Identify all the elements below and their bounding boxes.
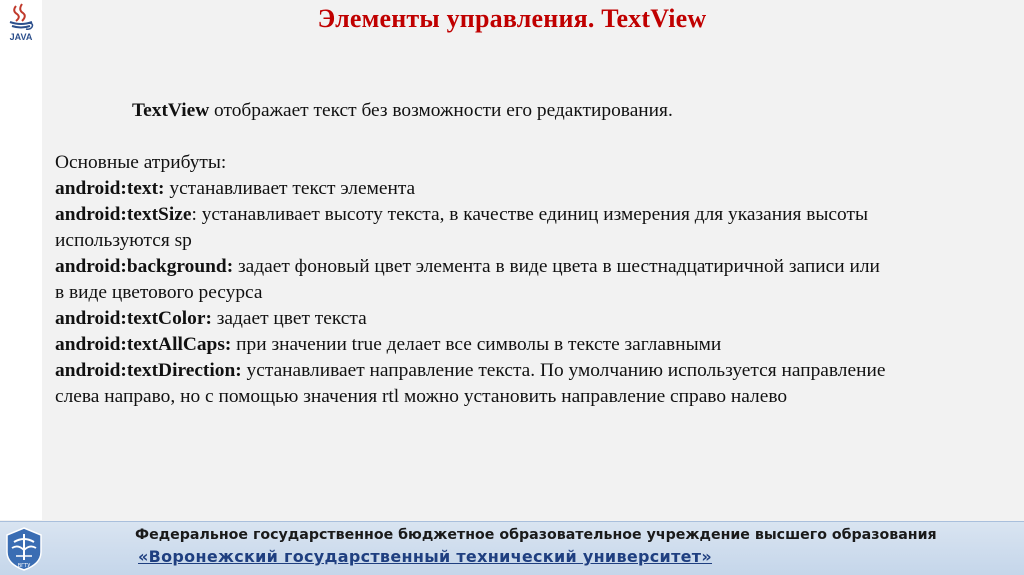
intro-paragraph — [55, 98, 985, 124]
attribute-name: android:textAllCaps: — [55, 334, 232, 355]
attribute-textsize — [55, 202, 985, 228]
attribute-text — [55, 176, 985, 202]
svg-text:ВГТУ: ВГТУ — [17, 563, 31, 569]
content-body — [55, 98, 985, 410]
attribute-textsize-cont: используются sp — [55, 230, 192, 251]
attribute-textcolor — [55, 306, 985, 332]
attribute-name: android:textColor: — [55, 308, 212, 329]
intro-text: отображает текст без возможности его редактирования. — [209, 100, 673, 121]
attribute-name: android:textSize — [55, 204, 192, 225]
attribute-background — [55, 254, 985, 280]
attribute-background-cont: в виде цветового ресурса — [55, 282, 263, 303]
attribute-desc: задает цвет текста — [211, 308, 367, 329]
attribute-name: android:background: — [55, 256, 234, 277]
attribute-desc: задает фоновый цвет элемента в виде цвета в шестнадцатиричной записи или — [233, 256, 880, 277]
attribute-desc: : устанавливает высоту текста, в качестве единиц измерения для указания высоты — [191, 204, 868, 225]
attribute-textallcaps — [55, 332, 985, 358]
footer-bar — [0, 521, 1024, 575]
footer-institution-type: Федеральное государственное бюджетное образовательное учреждение высшего образования — [135, 527, 937, 543]
intro-term: TextView — [132, 100, 210, 121]
left-strip — [0, 0, 42, 520]
attribute-desc: при значении true делает все символы в тексте заглавными — [231, 334, 722, 355]
slide-title: Элементы управления. TextView — [317, 4, 707, 33]
attribute-textdirection — [55, 358, 985, 384]
attribute-textdirection-cont: слева направо, но с помощью значения rtl можно установить направление справо налево — [55, 386, 788, 407]
university-emblem-icon — [4, 526, 44, 572]
attribute-name: android:textDirection: — [55, 360, 242, 381]
attributes-heading: Основные атрибуты: — [55, 152, 227, 173]
svg-text:JAVA: JAVA — [9, 32, 33, 42]
attribute-name: android:text: — [55, 178, 165, 199]
attribute-desc: устанавливает текст элемента — [164, 178, 416, 199]
attribute-desc: устанавливает направление текста. По умолчанию используется направление — [241, 360, 886, 381]
footer-university-link[interactable]: «Воронежский государственный технический университет» — [138, 547, 713, 566]
